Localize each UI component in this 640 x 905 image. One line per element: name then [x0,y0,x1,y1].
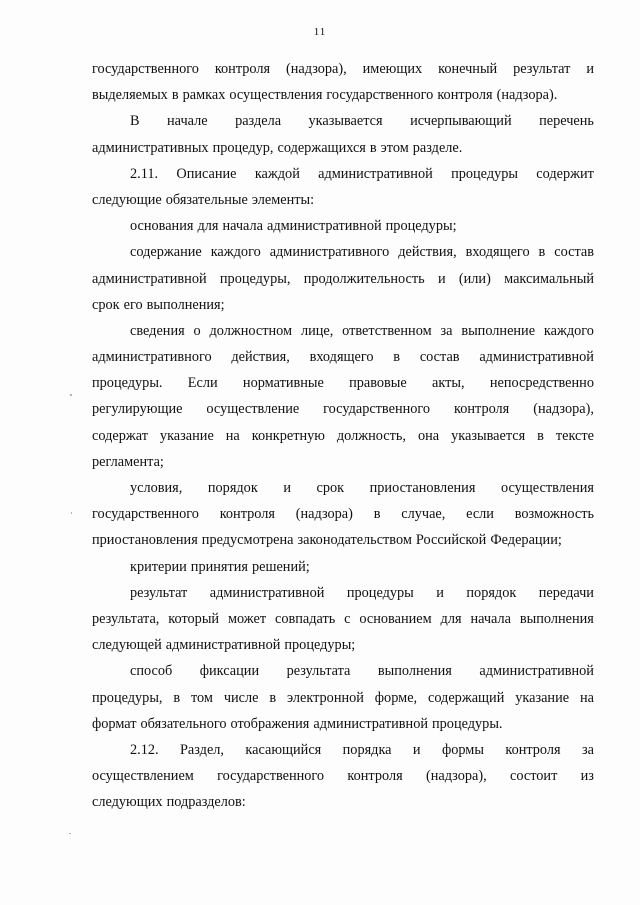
text-line [92,527,594,553]
word: способ [130,663,173,680]
word: порядок [466,584,517,601]
word: за [582,741,594,758]
word: результата [286,663,351,680]
word: выполнение [461,322,536,339]
word: формат [92,715,137,732]
word: сведения [130,322,185,339]
word: (надзора) [295,506,353,523]
word: государственного [326,87,434,104]
word: осуществлением [92,768,194,785]
word: конкретную [251,427,325,444]
word: начале [167,113,208,130]
word: в [369,139,377,156]
word: и [436,584,444,601]
word: тексте [555,427,594,444]
word: том [191,689,213,706]
word: осуществления [500,480,594,496]
word: состав [554,244,594,261]
word: этом [380,139,409,156]
word: касающийся [245,741,322,758]
word: и [437,270,446,287]
word: процедуры. [92,375,163,392]
text-line [92,658,594,684]
word: имеющих [362,61,423,77]
word: содержание [130,244,202,261]
word: начала [470,610,512,627]
word: административной [479,663,594,680]
text-line [92,501,594,527]
word: указывается [308,113,383,130]
word: раздела [235,113,282,130]
word: о [193,322,201,339]
word: конечный [438,61,498,77]
word: действия, [231,349,290,366]
word: основания [130,218,194,235]
word: Российской [415,532,487,549]
word: административной [318,165,433,182]
text-line [92,292,594,318]
word: государственного [323,401,431,418]
word: в [173,689,181,706]
word: перечень [539,113,594,130]
word: административной [267,218,382,235]
word: процедуры, [219,270,291,287]
word: контроля [437,87,493,104]
word: (надзора), [425,768,487,785]
word: результат [130,584,188,601]
word: исчерпывающий [410,113,512,130]
word: из [580,768,594,785]
word: с [344,610,351,627]
word: она [417,427,440,444]
word: в [393,349,401,366]
word: предусмотрена [201,532,294,549]
word: продолжительность [303,270,425,287]
word: в [537,427,544,444]
word: административной [92,270,207,287]
word: возможность [514,506,594,523]
text-line [92,580,594,606]
word: каждого [210,244,261,261]
page-number: 11 [313,26,327,38]
text-line [92,213,594,239]
word: Если [187,375,218,392]
text-line [92,685,594,711]
word: процедуры [346,584,414,601]
word: процедуры, [92,689,163,706]
word: обязательного [140,715,227,732]
word: следующие [92,191,162,208]
word: каждого [543,322,594,339]
text-line [92,56,594,82]
word: выполнения [519,610,594,627]
word: контроля [214,61,271,77]
word: порядка [342,741,392,758]
word: процедуры [451,165,518,182]
word: административных [92,139,209,156]
word: выполнения [377,663,452,680]
word: указание [515,689,570,706]
word: административной [165,637,281,654]
word: 2.11. [130,165,159,182]
word: формы [441,741,484,758]
word: 2.12. [130,741,159,758]
word: принятия [190,558,248,575]
word: фиксации [199,663,260,680]
word: контроля [347,768,403,785]
word: административной [479,349,594,366]
word: если [466,506,494,523]
word: случае, [401,506,446,523]
word: акты, [432,375,465,392]
word: приостановления [92,532,198,549]
word: на [225,427,240,444]
word: в [171,87,179,104]
text-line [92,423,594,449]
text-line [92,344,594,370]
word: за [440,322,453,339]
word: действия, [398,244,457,261]
text-line [92,239,594,265]
text-line [92,161,594,187]
word: указывается [451,427,526,444]
word: результат [513,61,571,77]
word: нормативные [242,375,324,392]
word: следующей [92,637,162,654]
word: решений; [251,558,310,575]
text-line [92,266,594,292]
word: Описание [176,165,237,182]
word: критерии [130,558,187,575]
word: который [168,610,220,627]
text-line [92,789,594,815]
word: максимальный [504,270,594,287]
word: результата, [92,610,160,627]
word: содержит [536,165,594,182]
text-line [92,737,594,763]
word: государственного [92,506,199,523]
word: процедуры. [432,715,503,732]
text-line [92,82,594,108]
text-line [92,711,594,737]
word: (или) [458,270,491,287]
word: в [538,244,546,261]
text-line [92,396,594,422]
text-line [92,632,594,658]
word: ответственном [342,322,432,339]
word: для [197,218,219,235]
word: административной [209,584,325,601]
text-line [92,108,594,134]
word: осуществление [206,401,300,418]
word: государственного [92,61,199,77]
word: срок [92,296,120,313]
word: административной [313,715,428,732]
word: и [283,480,291,496]
word: для [440,610,462,627]
word: регулирующие [92,401,183,418]
word: входящего [309,349,374,366]
text-line [92,318,594,344]
word: числе [223,689,259,706]
word: основанием [359,610,432,627]
word: выделяемых [92,87,168,104]
word: Раздел, [179,741,224,758]
word: его [123,296,143,313]
word: правовые [349,375,407,392]
word: в [269,689,277,706]
word: (надзора), [533,401,594,418]
word: непосредственно [489,375,594,392]
word: входящего [465,244,530,261]
scan-speck [69,833,71,834]
word: форме, [374,689,418,706]
word: содержащий [427,689,505,706]
word: выполнения; [146,296,225,313]
word: приостановления [369,480,476,496]
word: должностном [209,322,293,339]
word: процедуры; [385,218,457,235]
word: отображения [230,715,310,732]
word: и [412,741,421,758]
word: каждой [254,165,300,182]
word: государственного [217,768,325,785]
word: разделе. [412,139,463,156]
word: содержащихся [277,139,366,156]
word: регламента; [92,453,164,470]
word: (надзора). [496,87,558,104]
word: рамках [182,87,226,104]
word: (надзора), [285,61,347,77]
scan-speck [71,512,72,514]
word: в [373,506,381,523]
word: состоит [510,768,558,785]
word: условия, [130,480,183,496]
word: процедур, [212,139,274,156]
word: может [227,610,267,627]
word: административного [92,349,212,366]
text-line [92,475,594,501]
word: совпадать [274,610,336,627]
word: передачи [538,584,594,601]
word: контроля [505,741,561,758]
word: Федерации; [490,532,562,549]
text-line [92,763,594,789]
word: срок [316,480,345,496]
word: должность, [336,427,406,444]
word: содержат [92,427,148,444]
text-line [92,135,594,161]
word: осуществления [229,87,323,104]
word: административного [269,244,390,261]
word: начала [222,218,264,235]
word: контроля [454,401,510,418]
text-line [92,606,594,632]
text-line [92,187,594,213]
word: лице, [300,322,334,339]
word: и [586,61,594,77]
word: порядок [207,480,258,496]
body-text [92,56,594,815]
word: электронной [287,689,364,706]
word: элементы: [251,191,315,208]
word: процедуры; [284,637,356,654]
text-line [92,370,594,396]
word: на [579,689,594,706]
word: состав [419,349,460,366]
text-line [92,449,594,475]
word: законодательством [297,532,412,549]
word: обязательные [165,191,248,208]
word: контроля [219,506,275,523]
word: указание [159,427,214,444]
scan-speck [70,394,72,396]
word: В [130,113,140,130]
word: подразделов: [166,794,246,811]
text-line [92,554,594,580]
word: следующих [92,794,163,811]
